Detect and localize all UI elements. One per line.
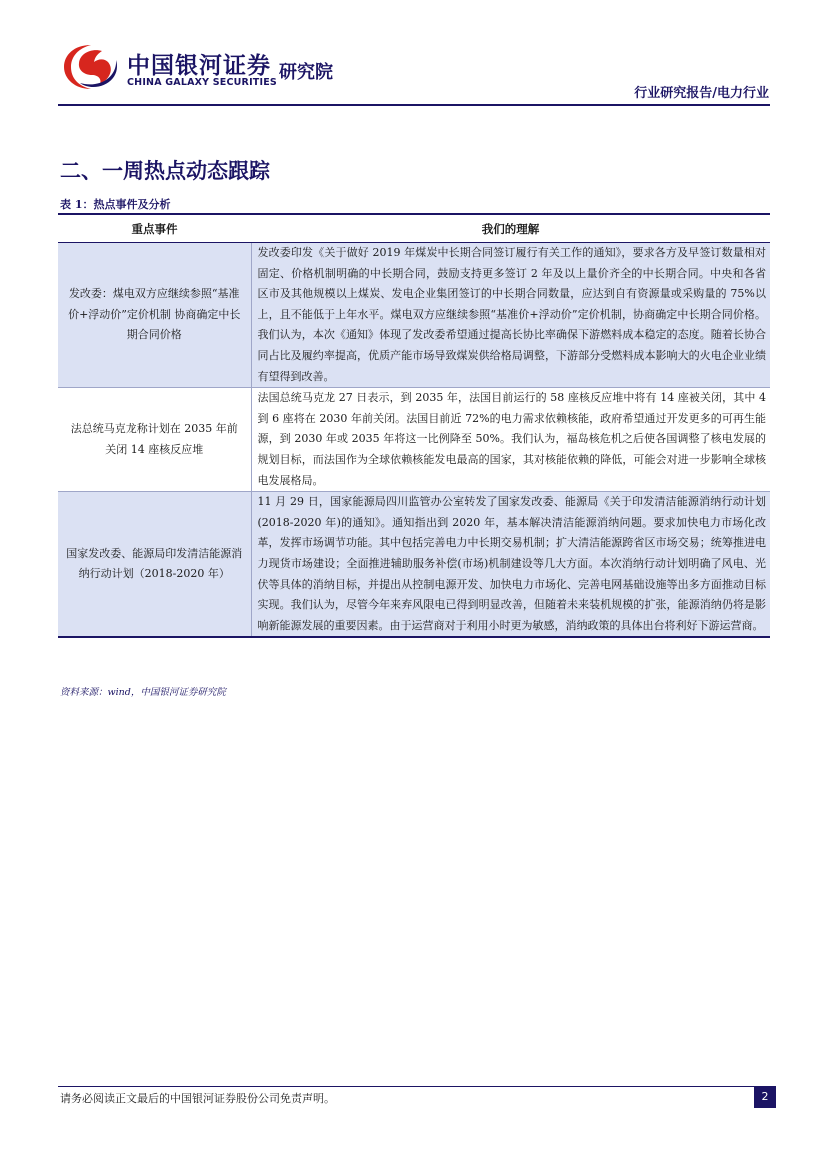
footer-divider	[58, 1086, 770, 1087]
event-cell: 国家发改委、能源局印发清洁能源消纳行动计划（2018-2020 年）	[58, 492, 251, 638]
table-row	[58, 492, 770, 638]
event-cell: 发改委：煤电双方应继续参照“基准价+浮动价”定价机制 协商确定中长期合同价格	[58, 243, 251, 388]
column-header-event: 重点事件	[58, 214, 251, 243]
analysis-cell: 法国总统马克龙 27 日表示，到 2035 年，法国目前运行的 58 座核反应堆中将有 14 座被关闭，其中 4 到 6 座将在 2030 年前关闭。法国目前近 72%的电力需求依赖核能，政府希望通过开发更多的可再生能源，到 2030 年或 2035 年将这一比例降至 50%。我们认为，福岛核危机之后使各国调整了核电发展的规划目标，而法国作为全球依赖核能发电最高的国家，其对核能依赖的降低，可能会对进一步影响全球核电发展格局。	[251, 388, 770, 492]
analysis-cell: 发改委印发《关于做好 2019 年煤炭中长期合同签订履行有关工作的通知》，要求各方及早签订数量相对固定、价格机制明确的中长期合同，鼓励支持更多签订 2 年及以上量价齐全的中长期合同。中央和各省区市及其他规模以上煤炭、发电企业集团签订的中长期合同数量，应达到自有资源量或采购量的 75%以上，且不能低于上年水平。煤电双方应继续参照“基准价+浮动价”定价机制，协商确定中长期合同价格。我们认为，本次《通知》体现了发改委希望通过提高长协比率确保下游燃料成本稳定的态度。随着长协合同占比及履约率提高，优质产能市场导致煤炭供给格局调整，下游部分受燃料成本影响大的火电企业业绩有望得到改善。	[251, 243, 770, 388]
event-cell: 法总统马克龙称计划在 2035 年前关闭 14 座核反应堆	[58, 388, 251, 492]
disclaimer-text: 请务必阅读正文最后的中国银河证券股份公司免责声明。	[60, 1092, 335, 1105]
table-header-row	[58, 214, 770, 243]
table-row	[58, 388, 770, 492]
data-source-note: 资料来源：wind，中国银河证券研究院	[60, 687, 226, 698]
table-caption: 表 1：热点事件及分析	[60, 198, 171, 211]
institute-label: 研究院	[279, 62, 333, 83]
report-type: 行业研究报告/电力行业	[634, 86, 769, 101]
page-header	[0, 0, 827, 110]
analysis-cell: 11 月 29 日，国家能源局四川监管办公室转发了国家发改委、能源局《关于印发清洁能源消纳行动计划(2018-2020 年)的通知》。通知指出到 2020 年，基本解决清洁能源消纳问题。要求加快电力市场化改革，发挥市场调节功能。其中包括完善电力中长期交易机制；扩大清洁能源跨省区市场交易；统筹推进电力现货市场建设；全面推进辅助服务补偿(市场)机制建设等几大方面。本次消纳行动计划明确了风电、光伏等具体的消纳目标，并提出从控制电源开发、加快电力市场化、完善电网基础设施等出多方面推动目标实现。我们认为，尽管今年来弃风限电已得到明显改善，但随着未来装机规模的扩张，能源消纳仍将是影响新能源发展的重要因素。由于运营商对于利用小时更为敏感，消纳政策的具体出台将利好下游运营商。	[251, 492, 770, 638]
galaxy-logo-icon	[62, 42, 120, 92]
section-title: 二、一周热点动态跟踪	[60, 159, 270, 183]
header-divider	[58, 104, 770, 106]
brand-name-cn: 中国银河证券	[127, 53, 271, 79]
hot-events-table	[58, 213, 770, 638]
column-header-analysis: 我们的理解	[251, 214, 770, 243]
table-row	[58, 243, 770, 388]
page-number: 2	[754, 1086, 776, 1108]
brand-name-en: CHINA GALAXY SECURITIES	[127, 77, 277, 88]
